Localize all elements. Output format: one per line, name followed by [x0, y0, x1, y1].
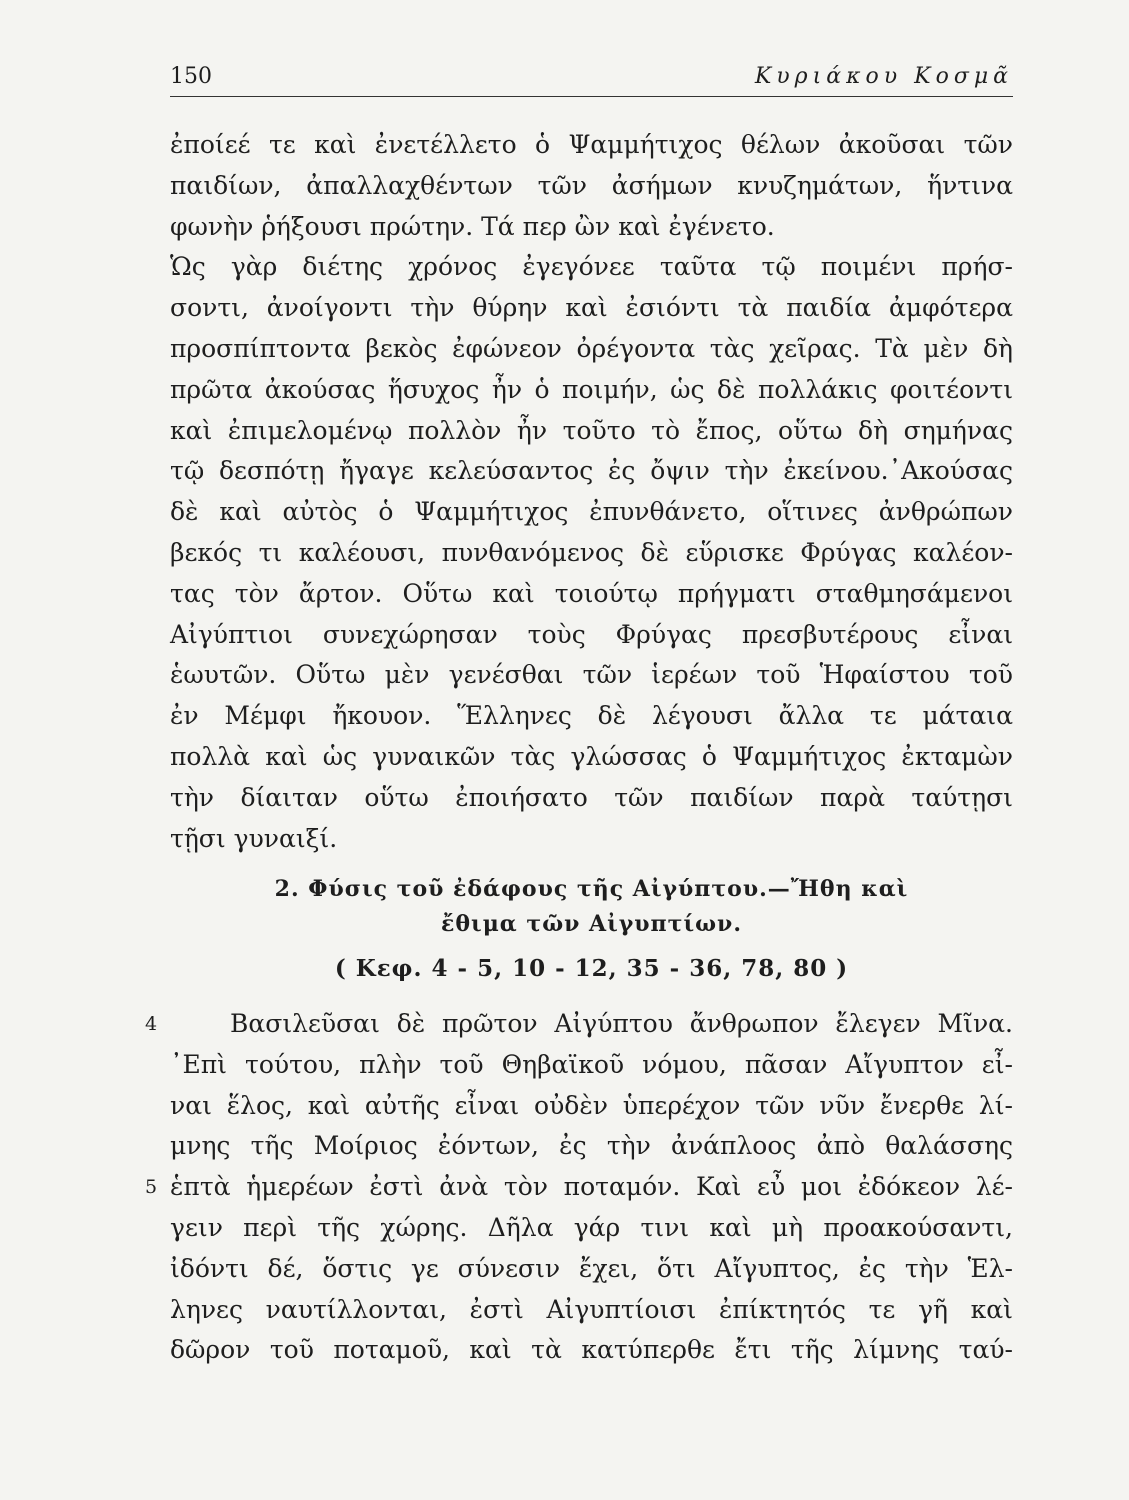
margin-chapter-number: 5 — [145, 1176, 158, 1199]
text-line: μνης τῆς Μοίριος ἐόντων, ἐς τὴν ἀνάπλοος ἀπὸ θαλάσσης — [170, 1131, 1013, 1161]
text-line: σοντι, ἀνοίγοντι τὴν θύρην καὶ ἐσιόντι τὰ παιδία ἀμφότερα — [170, 293, 1013, 323]
text-line: βεκός τι καλέουσι, πυνθανόμενος δὲ εὕρισκε Φρύγας καλέον- — [170, 537, 1013, 567]
text-line: πολλὰ καὶ ὡς γυναικῶν τὰς γλώσσας ὁ Ψαμμήτιχος ἐκταμὼν — [170, 741, 1013, 771]
text-line-content: Βασιλεῦσαι δὲ πρῶτον Αἰγύπτου ἄνθρωπον ἔλεγεν Μῖνα. — [230, 1009, 1013, 1038]
text-line: ληνες ναυτίλλονται, ἐστὶ Αἰγυπτίοισι ἐπίκτητός τε γῆ καὶ — [170, 1294, 1013, 1324]
text-line: πρῶτα ἀκούσας ἥσυχος ἦν ὁ ποιμήν, ὡς δὲ πολλάκις φοιτέοντι — [170, 374, 1013, 404]
text-line: ἐποίεέ τε καὶ ἐνετέλλετο ὁ Ψαμμήτιχος θέλων ἀκοῦσαι τῶν — [170, 130, 1013, 159]
text-line: τῷ δεσπότῃ ἤγαγε κελεύσαντος ἐς ὄψιν τὴν ἐκείνου.᾽Ακούσας — [170, 456, 1013, 486]
text-line: ἑωυτῶν. Οὕτω μὲν γενέσθαι τῶν ἱερέων τοῦ Ἡφαίστου τοῦ — [170, 660, 1013, 690]
text-line: παιδίων, ἀπαλλαχθέντων τῶν ἀσήμων κνυζημάτων, ἥντινα — [170, 170, 1013, 200]
text-line: ᾽Επὶ τούτου, πλὴν τοῦ Θηβαϊκοῦ νόμου, πᾶσαν Αἴγυπτον εἶ- — [170, 1049, 1013, 1079]
page-header — [170, 60, 1013, 97]
text-line-content: ἑπτὰ ἡμερέων ἐστὶ ἀνὰ τὸν ποταμόν. Καὶ εὖ μοι ἐδόκεον λέ- — [170, 1172, 1013, 1202]
text-line: Αἰγύπτιοι συνεχώρησαν τοὺς Φρύγας πρεσβυτέρους εἶναι — [170, 619, 1013, 649]
body-text-upper — [170, 125, 1013, 859]
section-heading: 2. Φύσις τοῦ ἐδάφους τῆς Αἰγύπτου.—Ἤθη καὶ — [274, 876, 909, 902]
text-line: δὲ καὶ αὐτὸς ὁ Ψαμμήτιχος ἐπυνθάνετο, οἵτινες ἀνθρώπων — [170, 497, 1013, 527]
chapter-reference: ( Κεφ. 4 - 5, 10 - 12, 35 - 36, 78, 80 ) — [334, 955, 849, 982]
text-line: ναι ἕλος, καὶ αὐτῆς εἶναι οὐδὲν ὑπερέχον τῶν νῦν ἔνερθε λί- — [170, 1090, 1013, 1120]
text-line: ἰδόντι δέ, ὅστις γε σύνεσιν ἔχει, ὅτι Αἴγυπτος, ἐς τὴν Ἑλ- — [170, 1253, 1013, 1283]
text-line: γειν περὶ τῆς χώρης. Δῆλα γάρ τινι καὶ μὴ προακούσαντι, — [170, 1212, 1013, 1242]
text-line — [145, 1167, 1013, 1208]
margin-chapter-number: 4 — [145, 1013, 158, 1035]
text-line: τῇσι γυναιξί. — [170, 823, 338, 853]
text-line: δῶρον τοῦ ποταμοῦ, καὶ τὰ κατύπερθε ἔτι τῆς λίμνης ταύ- — [170, 1335, 1013, 1365]
text-line: τας τὸν ἄρτον. Οὕτω καὶ τοιούτῳ πρήγματι σταθμησάμενοι — [170, 578, 1013, 608]
text-line: Ὡς γὰρ διέτης χρόνος ἐγεγόνεε ταῦτα τῷ ποιμένι πρήσ- — [170, 252, 1013, 282]
running-title: Κυριάκου Κοσμᾶ — [754, 64, 1013, 89]
text-line: φωνὴν ῥήξουσι πρώτην. Τά περ ὢν καὶ ἐγένετο. — [170, 211, 775, 241]
body-text-lower — [145, 1004, 1013, 1371]
page-number: 150 — [170, 64, 212, 89]
text-line: ἐν Μέμφι ἤκουον. Ἕλληνες δὲ λέγουσι ἄλλα τε μάταια — [170, 701, 1013, 731]
text-line: καὶ ἐπιμελομένῳ πολλὸν ἦν τοῦτο τὸ ἔπος, οὕτω δὴ σημήνας — [170, 415, 1013, 445]
text-line: προσπίπτοντα βεκὸς ἐφώνεον ὀρέγοντα τὰς χεῖρας. Τὰ μὲν δὴ — [170, 333, 1013, 363]
text-line: τὴν δίαιταν οὕτω ἐποιήσατο τῶν παιδίων παρὰ ταύτῃσι — [170, 782, 1013, 812]
text-line — [145, 1004, 1013, 1045]
section-heading-continued: ἔθιμα τῶν Αἰγυπτίων. — [441, 911, 742, 937]
